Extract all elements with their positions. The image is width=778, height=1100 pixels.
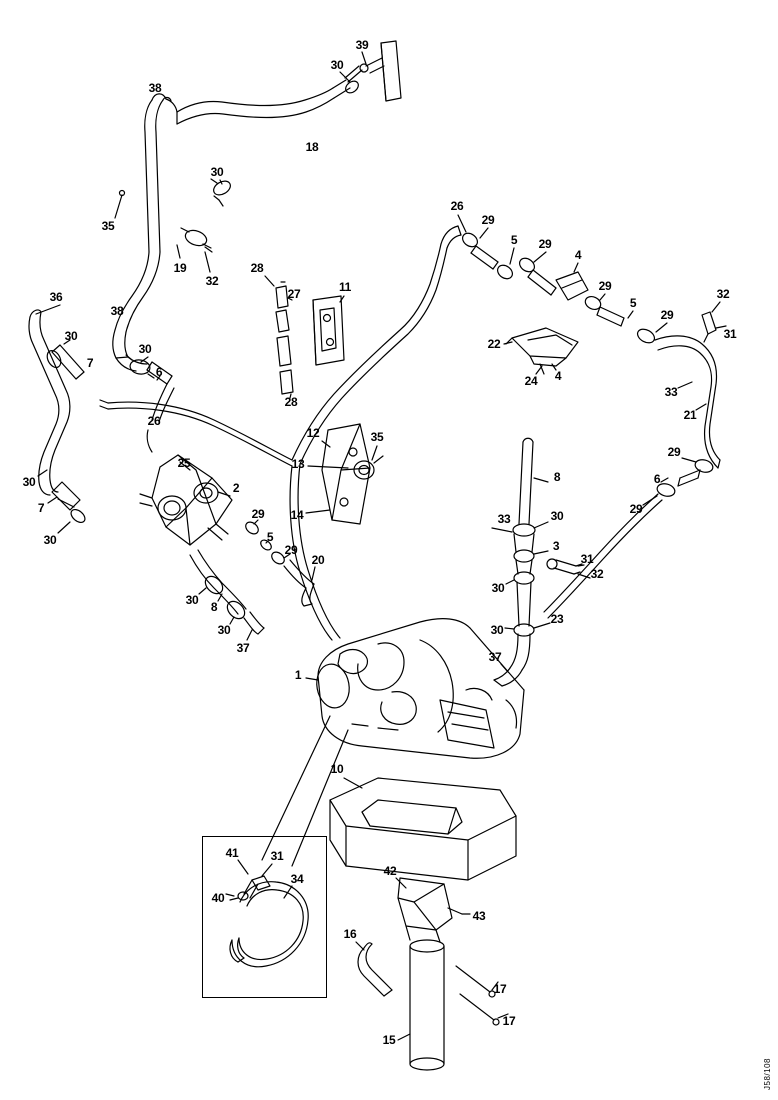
callout-40: 40 bbox=[211, 891, 225, 905]
callout-26: 26 bbox=[147, 414, 161, 428]
callout-38: 38 bbox=[148, 81, 162, 95]
callout-14: 14 bbox=[290, 508, 304, 522]
callout-30: 30 bbox=[490, 623, 504, 637]
callout-30: 30 bbox=[217, 623, 231, 637]
callout-35: 35 bbox=[101, 219, 115, 233]
callout-22: 22 bbox=[487, 337, 501, 351]
callout-7: 7 bbox=[37, 501, 45, 515]
callout-30: 30 bbox=[491, 581, 505, 595]
callout-42: 42 bbox=[383, 864, 397, 878]
callout-23: 23 bbox=[550, 612, 564, 626]
callout-5: 5 bbox=[629, 296, 637, 310]
callout-32: 32 bbox=[716, 287, 730, 301]
callout-29: 29 bbox=[538, 237, 552, 251]
callout-13: 13 bbox=[291, 457, 305, 471]
callout-33: 33 bbox=[664, 385, 678, 399]
callout-19: 19 bbox=[173, 261, 187, 275]
callout-2: 2 bbox=[232, 481, 240, 495]
callout-30: 30 bbox=[330, 58, 344, 72]
callout-3: 3 bbox=[552, 539, 560, 553]
callout-16: 16 bbox=[343, 927, 357, 941]
callout-29: 29 bbox=[598, 279, 612, 293]
callout-11: 11 bbox=[338, 280, 352, 294]
callout-28: 28 bbox=[250, 261, 264, 275]
callout-25: 25 bbox=[177, 456, 191, 470]
callout-30: 30 bbox=[43, 533, 57, 547]
callout-1: 1 bbox=[294, 668, 302, 682]
callout-31: 31 bbox=[270, 849, 284, 863]
callout-17: 17 bbox=[502, 1014, 516, 1028]
callout-8: 8 bbox=[210, 600, 218, 614]
callout-4: 4 bbox=[574, 248, 582, 262]
callout-35: 35 bbox=[370, 430, 384, 444]
callout-29: 29 bbox=[629, 502, 643, 516]
callout-6: 6 bbox=[653, 472, 661, 486]
callout-5: 5 bbox=[510, 233, 518, 247]
callout-29: 29 bbox=[481, 213, 495, 227]
callout-27: 27 bbox=[287, 287, 301, 301]
callout-29: 29 bbox=[660, 308, 674, 322]
callout-30: 30 bbox=[22, 475, 36, 489]
callout-41: 41 bbox=[225, 846, 239, 860]
inset-panel-frame bbox=[202, 836, 327, 998]
callout-36: 36 bbox=[49, 290, 63, 304]
callout-5: 5 bbox=[266, 530, 274, 544]
callout-32: 32 bbox=[590, 567, 604, 581]
callout-31: 31 bbox=[723, 327, 737, 341]
callout-12: 12 bbox=[306, 426, 320, 440]
callout-29: 29 bbox=[284, 543, 298, 557]
sheet-code: J58/108 bbox=[763, 1058, 772, 1090]
callout-24: 24 bbox=[524, 374, 538, 388]
callout-18: 18 bbox=[305, 140, 319, 154]
callout-30: 30 bbox=[138, 342, 152, 356]
callout-28: 28 bbox=[284, 395, 298, 409]
callout-29: 29 bbox=[251, 507, 265, 521]
callout-15: 15 bbox=[382, 1033, 396, 1047]
callout-6: 6 bbox=[155, 365, 163, 379]
callout-30: 30 bbox=[64, 329, 78, 343]
callout-39: 39 bbox=[355, 38, 369, 52]
callout-33: 33 bbox=[497, 512, 511, 526]
callout-7: 7 bbox=[86, 356, 94, 370]
callout-37: 37 bbox=[488, 650, 502, 664]
callout-30: 30 bbox=[550, 509, 564, 523]
callout-32: 32 bbox=[205, 274, 219, 288]
callout-30: 30 bbox=[210, 165, 224, 179]
callout-17: 17 bbox=[493, 982, 507, 996]
callout-31: 31 bbox=[580, 552, 594, 566]
callout-30: 30 bbox=[185, 593, 199, 607]
callout-34: 34 bbox=[290, 872, 304, 886]
callout-26: 26 bbox=[450, 199, 464, 213]
callout-10: 10 bbox=[330, 762, 344, 776]
callout-8: 8 bbox=[553, 470, 561, 484]
callout-21: 21 bbox=[683, 408, 697, 422]
callout-43: 43 bbox=[472, 909, 486, 923]
callout-29: 29 bbox=[667, 445, 681, 459]
callout-38: 38 bbox=[110, 304, 124, 318]
callout-20: 20 bbox=[311, 553, 325, 567]
callout-4: 4 bbox=[554, 369, 562, 383]
callout-37: 37 bbox=[236, 641, 250, 655]
